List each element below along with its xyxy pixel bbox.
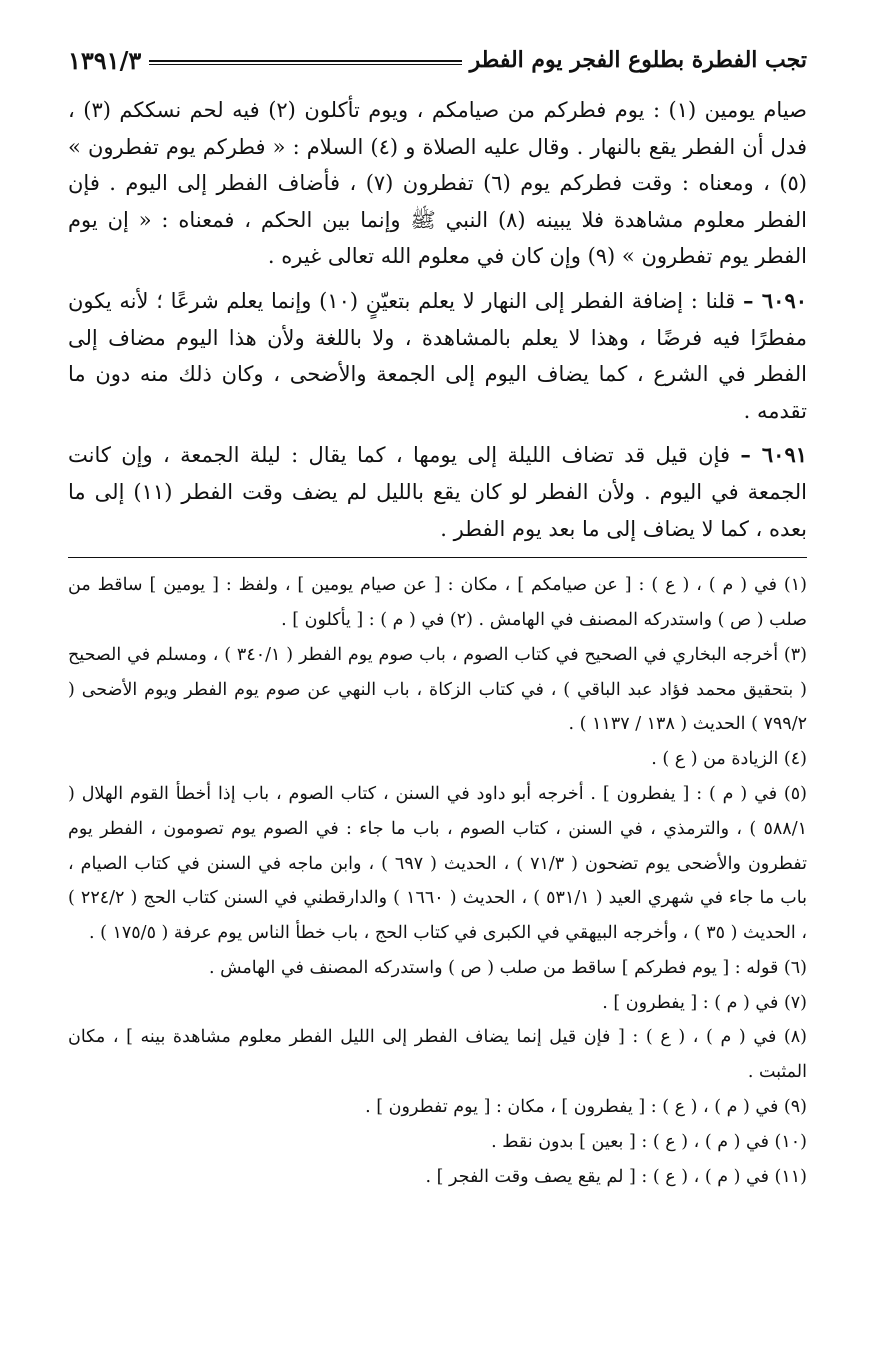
running-header [68, 40, 807, 80]
header-title: تجب الفطرة بطلوع الفجر يوم الفطر [469, 47, 807, 73]
page-number: ١٣٩١/٣ [68, 45, 142, 75]
paragraph-number: ٦٠٩١ – [740, 442, 808, 468]
footnote: (٩) في ( م ) ، ( ع ) : [ يفطرون ] ، مكان : [ يوم تفطرون ] . [365, 1097, 807, 1118]
footnote: (٥) في ( م ) : [ يفطرون ] . أخرجه أبو داود في السنن ، كتاب الصوم ، باب إذا أخطأ القوم الهلال ( ٥٨٨/١ ) ، والترمذي ، في السنن ، كتاب الصوم ، باب ما جاء : في الصوم يوم تصومون ، الفطر يوم تفطرون والأضحى يوم تضحون ( ٧١/٣ ) ، الحديث ( ٦٩٧ ) ، وابن ماجه في السنن في كتاب الصيام ، باب ما جاء في شهري العيد ( ٥٣١/١ ) ، الحديث ( ١٦٦٠ ) والدارقطني في السنن كتاب الحج ( ٢٢٤/٢ ) ، الحديث ( ٣٥ ) ، وأخرجه البيهقي في الكبرى في كتاب الحج ، باب خطأ الناس يوم عرفة ( ١٧٥/٥ ) . [68, 783, 807, 944]
paragraph-text: فإن قيل قد تضاف الليلة إلى يومها ، كما يقال : ليلة الجمعة ، وإن كانت الجمعة في اليوم . ولأن الفطر لو كان يقع بالليل لم يضف وقت الفطر (١١) إلى ما بعده ، كما لا يضاف إلى ما بعد يوم الفطر . [68, 443, 807, 541]
footnote-separator [68, 557, 807, 558]
footnotes [68, 568, 807, 1194]
main-text [68, 92, 807, 547]
footnote: (١) في ( م ) ، ( ع ) : [ عن صيامكم ] ، مكان : [ عن صيام يومين ] ، ولفظ : [ يومين ] ساقط من صلب ( ص ) واستدركه المصنف في الهامش . (٢) في ( م ) : [ يأكلون ] . [68, 575, 807, 630]
footnote: (١١) في ( م ) ، ( ع ) : [ لم يقع يصف وقت الفجر ] . [425, 1166, 807, 1187]
paragraph-text: صيام يومين (١) : يوم فطركم من صيامكم ، ويوم تأكلون (٢) فيه لحم نسككم (٣) ، فدل أن الفطر يقع بالنهار . وقال عليه الصلاة و (٤) السلام : « فطركم يوم تفطرون » (٥) ، ومعناه : وقت فطركم يوم (٦) تفطرون (٧) ، فأضاف الفطر إلى اليوم . فإن الفطر معلوم مشاهدة فلا يبينه (٨) النبي ﷺ وإنما بين الحكم ، فمعناه : « إن يوم الفطر يوم تفطرون » (٩) وإن كان في معلوم الله تعالى غيره . [68, 98, 807, 269]
paragraph [68, 283, 807, 429]
footnote: (٨) في ( م ) ، ( ع ) : [ فإن قيل إنما يضاف الفطر إلى الليل الفطر معلوم مشاهدة بينه ] ، مكان المثبت . [68, 1027, 807, 1083]
footnote: (٤) الزيادة من ( ع ) . [651, 749, 807, 770]
paragraph-text: قلنا : إضافة الفطر إلى النهار لا يعلم بتعيّنٍ (١٠) وإنما يعلم شرعًا ؛ لأنه يكون مفطرًا فيه فرضًا ، وهذا لا يعلم بالمشاهدة ، ولا باللغة ولأن هذا اليوم مضاف إلى الفطر في الشرع ، كما يضاف اليوم إلى الجمعة والأضحى ، وكان ذلك منه دون ما تقدمه . [68, 288, 807, 423]
footnote: (٦) قوله : [ يوم فطركم ] ساقط من صلب ( ص ) واستدركه المصنف في الهامش . [209, 957, 807, 978]
paragraph [68, 437, 807, 547]
paragraph [68, 92, 807, 275]
header-rule [149, 60, 461, 65]
footnote: (٣) أخرجه البخاري في الصحيح في كتاب الصوم ، باب صوم يوم الفطر ( ٣٤٠/١ ) ، ومسلم في الصحيح ( بتحقيق محمد فؤاد عبد الباقي ) ، في كتاب الزكاة ، باب النهي عن صوم يوم الفطر ويوم الأضحى ( ٧٩٩/٢ ) الحديث ( ١٣٨ / ١١٣٧ ) . [68, 644, 807, 735]
footnote: (١٠) في ( م ) ، ( ع ) : [ بعين ] بدون نقط . [491, 1131, 807, 1152]
paragraph-number: ٦٠٩٠ – [743, 287, 808, 313]
footnote: (٧) في ( م ) : [ يفطرون ] . [602, 992, 807, 1013]
